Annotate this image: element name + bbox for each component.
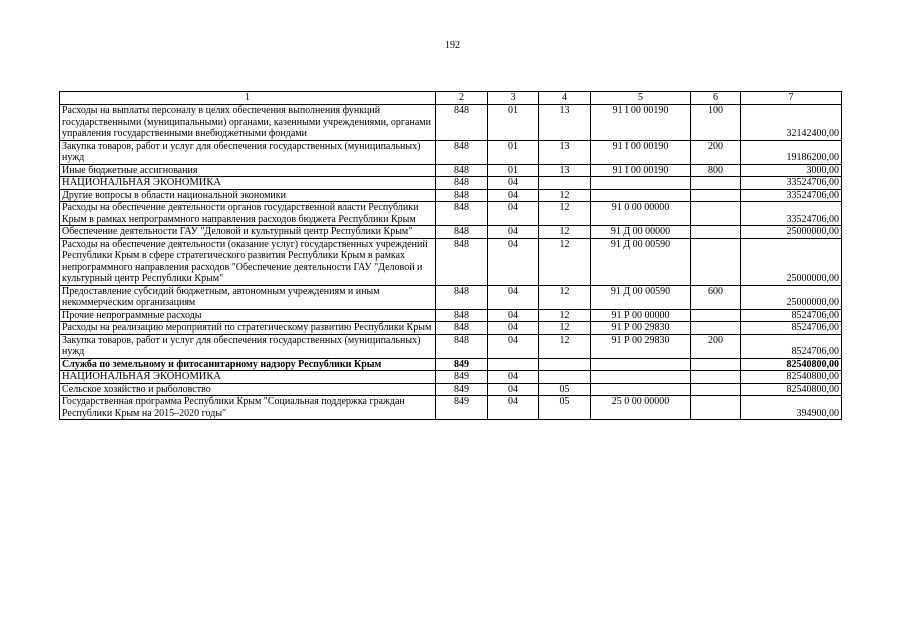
ministry-code-cell: 848 (436, 202, 488, 226)
table-row (60, 189, 842, 202)
amount-cell: 8524706,00 (741, 309, 842, 322)
expense-type-cell (691, 189, 741, 202)
row-name-cell: Расходы на реализацию мероприятий по стратегическому развитию Республики Крым (60, 322, 436, 335)
subsection-code-cell: 12 (539, 226, 591, 239)
row-name-cell: Расходы на выплаты персоналу в целях обеспечения выполнения функций государственными (муниципальными) органами, казенными учреждениями, органами управления государственными внебюджетными фондами (60, 105, 436, 141)
column-header: 2 (436, 92, 488, 105)
target-article-cell: 91 I 00 00190 (591, 140, 691, 164)
section-code-cell: 04 (488, 322, 539, 335)
ministry-code-cell: 849 (436, 371, 488, 384)
ministry-code-cell: 849 (436, 383, 488, 396)
row-name-cell: Закупка товаров, работ и услуг для обеспечения государственных (муниципальных) нужд (60, 140, 436, 164)
table-row (60, 383, 842, 396)
expense-type-cell (691, 322, 741, 335)
amount-cell: 82540800,00 (741, 371, 842, 384)
row-name-cell: НАЦИОНАЛЬНАЯ ЭКОНОМИКА (60, 371, 436, 384)
expense-type-cell (691, 383, 741, 396)
section-code-cell: 04 (488, 334, 539, 358)
subsection-code-cell: 12 (539, 189, 591, 202)
amount-cell: 25000000,00 (741, 238, 842, 285)
table-row (60, 334, 842, 358)
section-code-cell: 04 (488, 202, 539, 226)
subsection-code-cell: 13 (539, 140, 591, 164)
ministry-code-cell: 848 (436, 189, 488, 202)
amount-cell: 82540800,00 (741, 358, 842, 371)
ministry-code-cell: 848 (436, 285, 488, 309)
ministry-code-cell: 848 (436, 334, 488, 358)
expense-type-cell: 800 (691, 164, 741, 177)
amount-cell: 32142400,00 (741, 105, 842, 141)
target-article-cell (591, 371, 691, 384)
expense-type-cell: 600 (691, 285, 741, 309)
ministry-code-cell: 848 (436, 309, 488, 322)
expense-type-cell (691, 238, 741, 285)
target-article-cell: 91 Р 00 29830 (591, 322, 691, 335)
expense-type-cell (691, 396, 741, 420)
target-article-cell (591, 177, 691, 190)
table-row (60, 140, 842, 164)
expense-type-cell: 200 (691, 140, 741, 164)
amount-cell: 394900,00 (741, 396, 842, 420)
column-header: 5 (591, 92, 691, 105)
row-name-cell: Иные бюджетные ассигнования (60, 164, 436, 177)
subsection-code-cell: 12 (539, 334, 591, 358)
expense-type-cell: 200 (691, 334, 741, 358)
amount-cell: 19186200,00 (741, 140, 842, 164)
row-name-cell: Закупка товаров, работ и услуг для обеспечения государственных (муниципальных) нужд (60, 334, 436, 358)
ministry-code-cell: 848 (436, 226, 488, 239)
amount-cell: 33524706,00 (741, 189, 842, 202)
budget-table (59, 91, 842, 420)
section-code-cell: 04 (488, 238, 539, 285)
ministry-code-cell: 848 (436, 105, 488, 141)
section-code-cell: 04 (488, 383, 539, 396)
subsection-code-cell: 12 (539, 238, 591, 285)
target-article-cell: 25 0 00 00000 (591, 396, 691, 420)
row-name-cell: Сельское хозяйство и рыболовство (60, 383, 436, 396)
expense-type-cell (691, 309, 741, 322)
target-article-cell (591, 383, 691, 396)
row-name-cell: Прочие непрограммные расходы (60, 309, 436, 322)
amount-cell: 25000000,00 (741, 285, 842, 309)
table-row (60, 105, 842, 141)
ministry-code-cell: 848 (436, 322, 488, 335)
row-name-cell: Служба по земельному и фитосанитарному надзору Республики Крым (60, 358, 436, 371)
section-code-cell: 04 (488, 285, 539, 309)
target-article-cell (591, 189, 691, 202)
column-header: 4 (539, 92, 591, 105)
table-row (60, 226, 842, 239)
row-name-cell: НАЦИОНАЛЬНАЯ ЭКОНОМИКА (60, 177, 436, 190)
target-article-cell: 91 Д 00 00000 (591, 226, 691, 239)
subsection-code-cell (539, 177, 591, 190)
ministry-code-cell: 848 (436, 164, 488, 177)
target-article-cell: 91 0 00 00000 (591, 202, 691, 226)
subsection-code-cell: 13 (539, 105, 591, 141)
table-row (60, 309, 842, 322)
amount-cell: 82540800,00 (741, 383, 842, 396)
section-code-cell: 04 (488, 177, 539, 190)
target-article-cell (591, 358, 691, 371)
row-name-cell: Обеспечение деятельности ГАУ "Деловой и культурный центр Республики Крым" (60, 226, 436, 239)
subsection-code-cell: 05 (539, 396, 591, 420)
column-header: 1 (60, 92, 436, 105)
table-row (60, 202, 842, 226)
column-header: 3 (488, 92, 539, 105)
row-name-cell: Расходы на обеспечение деятельности (оказание услуг) государственных учреждений Республики Крым в сфере стратегического развития Республики Крым в рамках непрограммного направления расходов "Обеспечение деятельности ГАУ "Деловой и культурный центр Республики Крым" (60, 238, 436, 285)
table-row (60, 285, 842, 309)
amount-cell: 25000000,00 (741, 226, 842, 239)
table-body (60, 105, 842, 420)
expense-type-cell (691, 226, 741, 239)
subsection-code-cell (539, 371, 591, 384)
subsection-code-cell: 05 (539, 383, 591, 396)
table-row (60, 177, 842, 190)
target-article-cell: 91 I 00 00190 (591, 105, 691, 141)
column-header: 7 (741, 92, 842, 105)
row-name-cell: Другие вопросы в области национальной экономики (60, 189, 436, 202)
target-article-cell: 91 Д 00 00590 (591, 238, 691, 285)
ministry-code-cell: 849 (436, 396, 488, 420)
row-name-cell: Государственная программа Республики Крым "Социальная поддержка граждан Республики Крым на 2015–2020 годы" (60, 396, 436, 420)
expense-type-cell (691, 358, 741, 371)
section-code-cell: 04 (488, 396, 539, 420)
target-article-cell: 91 Д 00 00590 (591, 285, 691, 309)
table-row (60, 322, 842, 335)
section-code-cell: 04 (488, 309, 539, 322)
amount-cell: 33524706,00 (741, 177, 842, 190)
target-article-cell: 91 I 00 00190 (591, 164, 691, 177)
subsection-code-cell: 13 (539, 164, 591, 177)
amount-cell: 8524706,00 (741, 334, 842, 358)
ministry-code-cell: 848 (436, 238, 488, 285)
section-code-cell: 01 (488, 140, 539, 164)
section-code-cell: 04 (488, 226, 539, 239)
subsection-code-cell: 12 (539, 322, 591, 335)
page-number: 192 (445, 40, 460, 51)
ministry-code-cell: 848 (436, 177, 488, 190)
row-name-cell: Предоставление субсидий бюджетным, автономным учреждениям и иным некоммерческим организациям (60, 285, 436, 309)
table-row (60, 371, 842, 384)
amount-cell: 33524706,00 (741, 202, 842, 226)
target-article-cell: 91 Р 00 29830 (591, 334, 691, 358)
expense-type-cell (691, 177, 741, 190)
column-header: 6 (691, 92, 741, 105)
expense-type-cell (691, 371, 741, 384)
ministry-code-cell: 849 (436, 358, 488, 371)
table-header-row (60, 92, 842, 105)
subsection-code-cell: 12 (539, 309, 591, 322)
section-code-cell (488, 358, 539, 371)
section-code-cell: 04 (488, 189, 539, 202)
ministry-code-cell: 848 (436, 140, 488, 164)
table-row (60, 164, 842, 177)
table-row (60, 396, 842, 420)
section-code-cell: 01 (488, 105, 539, 141)
row-name-cell: Расходы на обеспечение деятельности органов государственной власти Республики Крым в рамках непрограммного направления расходов бюджета Республики Крым (60, 202, 436, 226)
expense-type-cell (691, 202, 741, 226)
amount-cell: 8524706,00 (741, 322, 842, 335)
subsection-code-cell (539, 358, 591, 371)
subsection-code-cell: 12 (539, 202, 591, 226)
target-article-cell: 91 Р 00 00000 (591, 309, 691, 322)
expense-type-cell: 100 (691, 105, 741, 141)
table-row (60, 238, 842, 285)
amount-cell: 3000,00 (741, 164, 842, 177)
section-code-cell: 04 (488, 371, 539, 384)
table-row (60, 358, 842, 371)
section-code-cell: 01 (488, 164, 539, 177)
subsection-code-cell: 12 (539, 285, 591, 309)
